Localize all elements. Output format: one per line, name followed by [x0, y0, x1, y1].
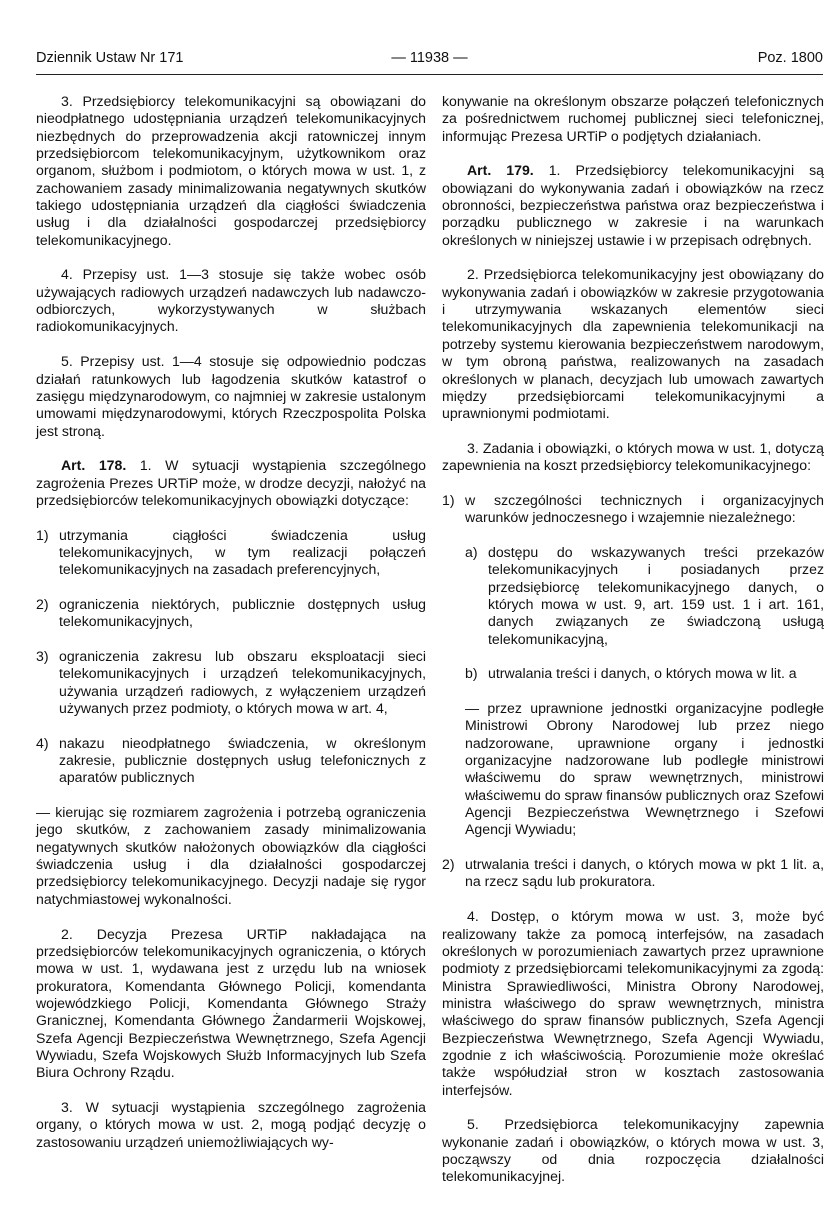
sub-item-text: dostępu do wskazywanych treści przekazów telekomunikacyjnych i posiadanych przez przedsiębiorcę telekomunikacyjnego danych, o których mowa w ust. 9, art. 159 ust. 1 i art. 161, danych związanych ze świadczoną usługą telekomunikacyjną,: [488, 543, 824, 647]
article-label: Art. 179.: [467, 162, 534, 179]
page-number: — 11938 —: [391, 50, 468, 66]
paragraph: 2. Przedsiębiorca telekomunikacyjny jest obowiązany do wykonywania zadań i obowiązków w zakresie przygotowania i utrzymywania wskazanych elementów sieci telekomunikacyjnych dla zapewnienia telekomunikacji na potrzeby systemu kierowania bezpieczeństwem narodowym, w tym obroną państwa, realizowanych na zasadach określonych w planach, decyzjach lub umowach zawartych między przedsiębiorcami telekomunikacyjnymi a uprawnionymi podmiotami.: [442, 266, 824, 422]
list-item: [36, 527, 426, 579]
item-text: utrwalania treści i danych, o których mowa w pkt 1 lit. a, na rzecz sądu lub prokuratora.: [465, 856, 824, 890]
paragraph-continued: konywanie na określonym obszarze połączeń telefonicznych za pośrednictwem ruchomej publicznej sieci telefonicznej, informując Prezesa URTiP o podjętych działaniach.: [442, 93, 824, 144]
item-text: nakazu nieodpłatnego świadczenia, w określonym zakresie, publicznie dostępnych usług telefonicznych z aparatów publicznych: [59, 734, 426, 786]
article-text: 1. W sytuacji wystąpienia szczególnego zagrożenia Prezes URTiP może, w drodze decyzji, nałożyć na przedsiębiorców telekomunikacyjnych obowiązki dotyczące:: [36, 457, 426, 508]
paragraph: 2. Decyzja Prezesa URTiP nakładająca na przedsiębiorców telekomunikacyjnych ograniczenia, o których mowa w ust. 1, wydawana jest z urzędu lub na wniosek prokuratora, Komendanta Głównego Policji, komendanta wojewódzkiego Policji, Komendanta Głównego Straży Granicznej, Komendanta Głównego Żandarmerii Wojskowej, Szefa Agencji Bezpieczeństwa Wewnętrznego, Szefa Agencji Wywiadu, Szefa Wojskowych Służb Informacyjnych lub Szefa Biura Ochrony Rządu.: [36, 925, 426, 1081]
paragraph: 3. W sytuacji wystąpienia szczególnego zagrożenia organy, o których mowa w ust. 2, mogą podjąć decyzję o zastosowaniu urządzeń uniemożliwiających wy-: [36, 1098, 426, 1150]
journal-title: Dziennik Ustaw Nr 171: [36, 50, 184, 66]
item-text: ograniczenia zakresu lub obszaru eksploatacji sieci telekomunikacyjnych i urządzeń telekomunikacyjnych, używania urządzeń radiowych, z wyłączeniem urządzeń używanych przez podmioty, o których mowa w art. 4,: [59, 648, 426, 717]
item-number: 3): [36, 648, 49, 664]
paragraph: 4. Przepisy ust. 1—3 stosuje się także wobec osób używających radiowych urządzeń nadawczych lub nadawczo-odbiorczych, wykorzystywanych w służbach radiokomunikacyjnych.: [36, 266, 426, 335]
sub-item-letter: b): [465, 665, 478, 682]
article-178: [36, 457, 426, 509]
item-number: 1): [442, 491, 455, 508]
header-rule: [36, 74, 823, 75]
paragraph: 5. Przepisy ust. 1—4 stosuje się odpowiednio podczas działań ratunkowych lub łagodzenia skutków katastrof o zasięgu międzynarodowym, co najmniej w zakresie ustalonym umowami międzynarodowymi, których Rzeczpospolita Polska jest stroną.: [36, 353, 426, 439]
item-text: utrzymania ciągłości świadczenia usług telekomunikacyjnych, w tym realizacji połączeń telekomunikacyjnych na zasadach preferencyjnych,: [59, 526, 426, 578]
sub-item: [442, 665, 824, 682]
dash-paragraph: — przez uprawnione jednostki organizacyjne podległe Ministrowi Obrony Narodowej lub przez niego nadzorowane, uprawnione organy i jednostki organizacyjne nadzorowane lub podległe ministrowi właściwemu do spraw wewnętrznych, ministrowi właściwemu do spraw finansów publicznych oraz Szefowi Agencji Bezpieczeństwa Wewnętrznego i Szefowi Agencji Wywiadu;: [465, 700, 824, 838]
page-header: [36, 50, 823, 72]
paragraph: 3. Przedsiębiorcy telekomunikacyjni są obowiązani do nieodpłatnego udostępniania urządzeń telekomunikacyjnych niezbędnych do przeprowadzenia akcji ratowniczej innym przedsiębiorcom telekomunikacyjnym, użytkownikom oraz organom, służbom i podmiotom, o których mowa w ust. 1, z zachowaniem zasady minimalizowania negatywnych skutków takiego udostępniania urządzeń dla ciągłości świadczenia usług i dla działalności gospodarczej przedsiębiorcy telekomunikacyjnego.: [36, 93, 426, 248]
left-column: [36, 93, 426, 1168]
article-text: 1. Przedsiębiorcy telekomunikacyjni są obowiązani do wykonywania zadań i obowiązków na rzecz obronności, bezpieczeństwa państwa oraz bezpieczeństwa i porządku publicznego w zakresie i na warunkach określonych w niniejszej ustawie i w przepisach odrębnych.: [442, 162, 824, 248]
sub-item: [442, 544, 824, 648]
list-item: [442, 492, 824, 527]
article-179: [442, 162, 824, 249]
article-label: Art. 178.: [61, 457, 127, 474]
sub-item-text: utrwalania treści i danych, o których mowa w lit. a: [488, 665, 797, 682]
list-item: [36, 596, 426, 631]
item-number: 4): [36, 734, 49, 751]
right-column: [442, 93, 824, 1203]
item-number: 2): [442, 856, 455, 873]
item-number: 2): [36, 595, 49, 612]
position-number: Poz. 1800: [757, 50, 823, 66]
sub-item-letter: a): [465, 543, 478, 560]
item-number: 1): [36, 526, 49, 543]
paragraph: 3. Zadania i obowiązki, o których mowa w ust. 1, dotyczą zapewnienia na koszt przedsiębiorcy telekomunikacyjnego:: [442, 439, 824, 474]
list-item: [36, 648, 426, 717]
item-text: ograniczenia niektórych, publicznie dostępnych usług telekomunikacyjnych,: [59, 595, 426, 630]
paragraph: 5. Przedsiębiorca telekomunikacyjny zapewnia wykonanie zadań i obowiązków, o których mowa w ust. 3, począwszy od dnia rozpoczęcia działalności telekomunikacyjnej.: [442, 1116, 824, 1185]
dash-paragraph: — kierując się rozmiarem zagrożenia i potrzebą ograniczenia jego skutków, z zachowaniem zasady minimalizowania negatywnych skutków nałożonych obowiązków dla ciągłości świadczenia usług i dla działalności gospodarczej przedsiębiorcy telekomunikacyjnego. Decyzji nadaje się rygor natychmiastowej wykonalności.: [36, 804, 426, 907]
item-text: w szczególności technicznych i organizacyjnych warunków jednoczesnego i wzajemnie niezależnego:: [465, 491, 824, 526]
paragraph: 4. Dostęp, o którym mowa w ust. 3, może być realizowany także za pomocą interfejsów, na zasadach określonych w porozumieniach zawartych przez uprawnione podmioty z przedsiębiorcami telekomunikacyjnymi za zgodą: Ministra Sprawiedliwości, Ministra Obrony Narodowej, ministra właściwego do spraw wewnętrznych, ministra właściwego do spraw finansów publicznych, Szefa Agencji Bezpieczeństwa Wewnętrznego, Szefa Agencji Wywiadu, zgodnie z ich właściwością. Porozumienie może określać także współudział stron w kosztach zastosowania interfejsów.: [442, 908, 824, 1098]
list-item: [442, 856, 824, 891]
list-item: [36, 735, 426, 787]
